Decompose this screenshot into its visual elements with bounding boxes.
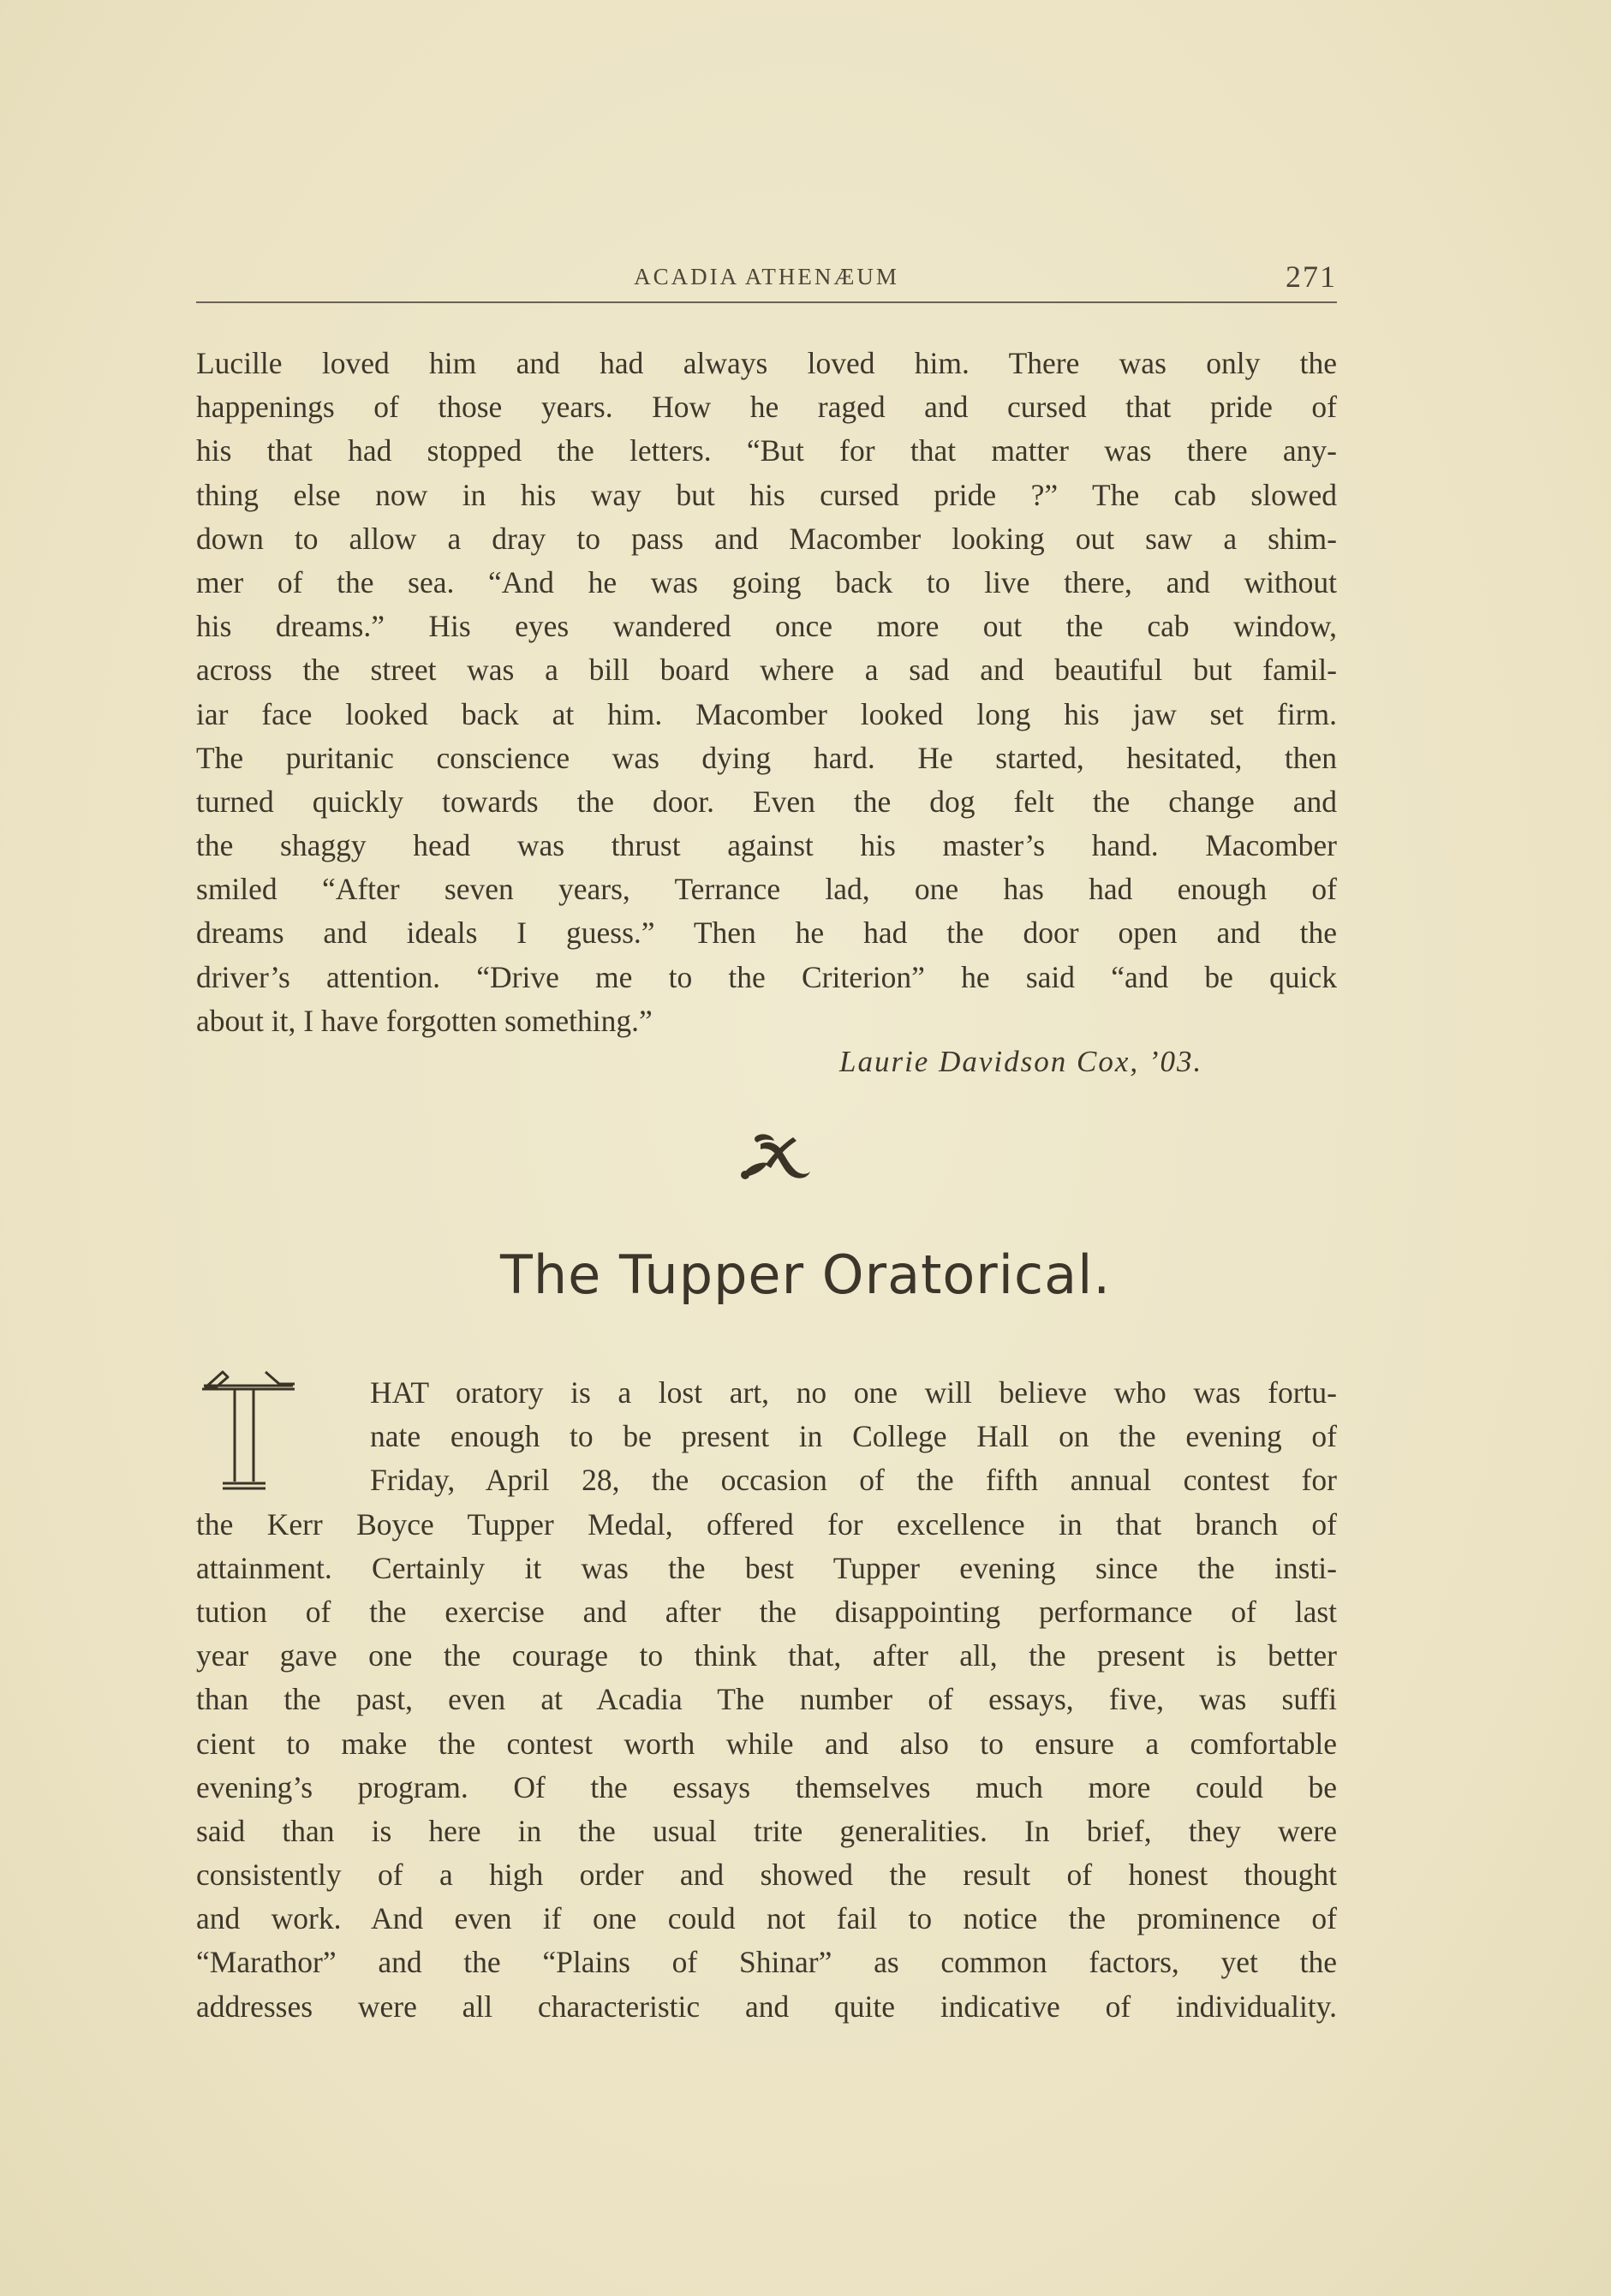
article-line: consistently of a high order and showed the result of honest thought [196,1858,1337,1893]
page-number: 271 [1286,259,1337,294]
article-body [196,1371,1337,2029]
running-header [196,257,1337,303]
drop-cap-letter: T [205,1369,283,1497]
story-line: mer of the sea. “And he was going back to live there, and without [196,564,1337,599]
story-line: Lucille loved him and had always loved him. There was only the [196,346,1337,380]
article-title: The Tupper Oratorical. [499,1243,1112,1306]
article-line: year gave one the courage to think that, after all, the present is better [196,1638,1337,1673]
article-line: tution of the exercise and after the disappointing performance of last [196,1594,1337,1629]
story-line: dreams and ideals I guess.” Then he had the door open and the [196,915,1337,951]
article-line: addresses were all characteristic and quite indicative of individuality. [196,1989,1337,2024]
article-line: cient to make the contest worth while and also to ensure a comfortable [196,1726,1337,1761]
story-line: driver’s attention. “Drive me to the Criterion” he said “and be quick [196,959,1337,994]
article-line: the Kerr Boyce Tupper Medal, offered for excellence in that branch of [196,1506,1337,1542]
article-line: Friday, April 28, the occasion of the fifth annual contest for [370,1463,1337,1498]
story-line: down to allow a dray to pass and Macomber looking out saw a shim- [196,521,1337,556]
story-line: turned quickly towards the door. Even the dog felt the change and [196,784,1337,819]
article-line: attainment. Certainly it was the best Tupper evening since the insti- [196,1550,1337,1585]
story-line: his that had stopped the letters. “But for that matter was there any- [196,433,1337,468]
article-line: than the past, even at Acadia The number of essays, five, was suffi [196,1682,1337,1717]
article-line: evening’s program. Of the essays themselves much more could be [196,1769,1337,1804]
article-line: nate enough to be present in College Hall on the evening of [370,1419,1337,1454]
story-line: across the street was a bill board where a sad and beautiful but famil- [196,653,1337,688]
story-line: about it, I have forgotten something.” [196,1003,653,1038]
story-line: thing else now in his way but his cursed pride ?” The cab slowed [196,477,1337,512]
story-line: iar face looked back at him. Macomber looked long his jaw set firm. [196,696,1337,731]
article-line: said than is here in the usual trite generalities. In brief, they were [196,1813,1337,1848]
running-title: ACADIA ATHENÆUM [634,264,899,289]
story-text [196,342,1337,1043]
story-line: the shaggy head was thrust against his master’s hand. Macomber [196,828,1337,863]
article-line: and work. And even if one could not fail to notice the prominence of [196,1901,1337,1936]
story-line: his dreams.” His eyes wandered once more out the cab window, [196,609,1337,644]
fleuron-icon [735,1129,814,1184]
article-line: HAT oratory is a lost art, no one will believe who was fortu- [370,1375,1337,1410]
article-line: “Marathor” and the “Plains of Shinar” as common factors, yet the [196,1945,1337,1980]
story-line: The puritanic conscience was dying hard. He started, hesitated, then [196,740,1337,775]
author-signature: Laurie Davidson Cox, ’03. [839,1045,1203,1078]
story-line: happenings of those years. How he raged and cursed that pride of [196,390,1337,425]
story-line: smiled “After seven years, Terrance lad, one has had enough of [196,872,1337,907]
